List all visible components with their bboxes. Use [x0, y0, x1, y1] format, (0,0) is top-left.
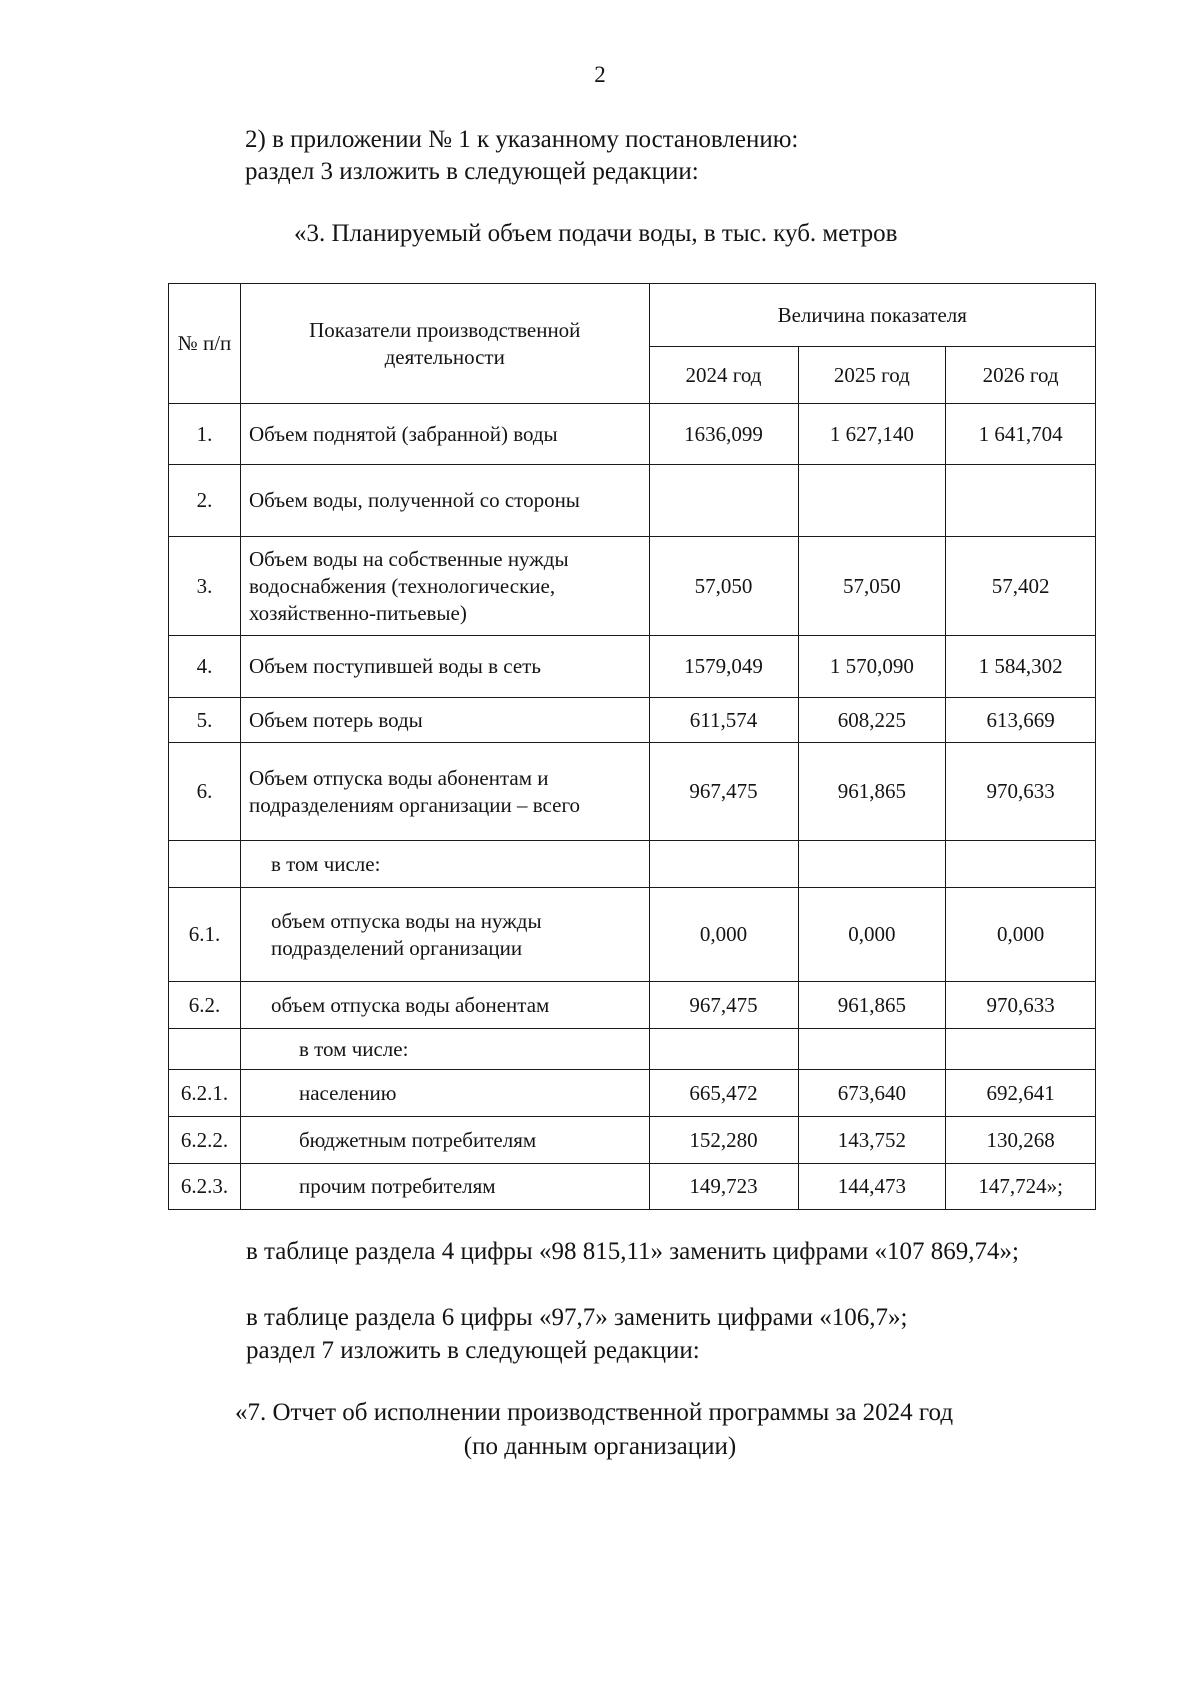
value-2026 — [946, 841, 1096, 888]
value-2025: 57,050 — [798, 537, 946, 636]
row-indicator: бюджетным потребителям — [240, 1117, 649, 1164]
value-2026: 970,633 — [946, 743, 1096, 841]
section-7-title-line-2: (по данным организации) — [463, 1433, 737, 1460]
row-number: 6.2.2. — [169, 1117, 241, 1164]
table-row — [169, 537, 1096, 636]
row-indicator: в том числе: — [240, 841, 649, 888]
value-2024: 665,472 — [649, 1070, 798, 1117]
table-row — [169, 636, 1096, 698]
value-2024: 149,723 — [649, 1164, 798, 1210]
row-number: 6.2.3. — [169, 1164, 241, 1210]
page-number: 2 — [594, 62, 606, 87]
value-2026: 1 584,302 — [946, 636, 1096, 698]
row-number: 3. — [169, 537, 241, 636]
row-number: 5. — [169, 698, 241, 743]
value-2026: 0,000 — [946, 888, 1096, 982]
value-2024: 0,000 — [649, 888, 798, 982]
row-indicator: Объем воды, полученной со стороны — [240, 465, 649, 537]
row-number: 2. — [169, 465, 241, 537]
row-indicator: Объем воды на собственные нужды водоснабжения (технологические, хозяйственно-питьевые) — [240, 537, 649, 636]
value-2025: 143,752 — [798, 1117, 946, 1164]
section-7-title-line-1: «7. Отчет об исполнении производственной программы за 2024 год — [234, 1399, 954, 1426]
table-row — [169, 888, 1096, 982]
value-2026 — [946, 1029, 1096, 1070]
value-2025: 961,865 — [798, 982, 946, 1029]
header-year-2025: 2025 год — [798, 347, 946, 404]
row-number — [169, 1029, 241, 1070]
row-number: 4. — [169, 636, 241, 698]
value-2025: 673,640 — [798, 1070, 946, 1117]
row-indicator: Объем поступившей воды в сеть — [240, 636, 649, 698]
section-3-title: «3. Планируемый объем подачи воды, в тыс. куб. метров — [294, 220, 898, 247]
value-2026: 130,268 — [946, 1117, 1096, 1164]
value-2024: 967,475 — [649, 743, 798, 841]
row-indicator: Объем отпуска воды абонентам и подразделениям организации – всего — [240, 743, 649, 841]
row-indicator: прочим потребителям — [240, 1164, 649, 1210]
row-number: 6.1. — [169, 888, 241, 982]
table-row — [169, 982, 1096, 1029]
header-year-2024: 2024 год — [649, 347, 798, 404]
value-2025: 144,473 — [798, 1164, 946, 1210]
header-year-2026: 2026 год — [946, 347, 1096, 404]
value-2025: 1 627,140 — [798, 404, 946, 465]
paragraph-section-6: в таблице раздела 6 цифры «97,7» заменить цифрами «106,7»; — [246, 1304, 908, 1331]
value-2024: 57,050 — [649, 537, 798, 636]
value-2025 — [798, 841, 946, 888]
value-2024: 967,475 — [649, 982, 798, 1029]
table-row — [169, 743, 1096, 841]
value-2024 — [649, 1029, 798, 1070]
table-row — [169, 1070, 1096, 1117]
paragraph-section-7: раздел 7 изложить в следующей редакции: — [246, 1337, 700, 1364]
row-indicator: Объем потерь воды — [240, 698, 649, 743]
value-2026: 613,669 — [946, 698, 1096, 743]
table-row — [169, 698, 1096, 743]
value-2026: 1 641,704 — [946, 404, 1096, 465]
row-indicator: Объем поднятой (забранной) воды — [240, 404, 649, 465]
value-2024: 1636,099 — [649, 404, 798, 465]
value-2024 — [649, 841, 798, 888]
row-number: 6.2.1. — [169, 1070, 241, 1117]
table-row — [169, 1164, 1096, 1210]
value-2026 — [946, 465, 1096, 537]
value-2024: 1579,049 — [649, 636, 798, 698]
value-2025: 961,865 — [798, 743, 946, 841]
row-indicator: населению — [240, 1070, 649, 1117]
value-2025 — [798, 1029, 946, 1070]
header-value-group: Величина показателя — [649, 284, 1096, 347]
value-2024 — [649, 465, 798, 537]
header-indicator: Показатели производственной деятельности — [240, 284, 649, 404]
value-2025: 1 570,090 — [798, 636, 946, 698]
value-2026: 147,724»; — [946, 1164, 1096, 1210]
table-row — [169, 1117, 1096, 1164]
value-2025: 0,000 — [798, 888, 946, 982]
row-number: 1. — [169, 404, 241, 465]
value-2026: 692,641 — [946, 1070, 1096, 1117]
value-2025 — [798, 465, 946, 537]
row-number: 6. — [169, 743, 241, 841]
value-2025: 608,225 — [798, 698, 946, 743]
header-number: № п/п — [169, 284, 241, 404]
table-row — [169, 404, 1096, 465]
paragraph-section-4: в таблице раздела 4 цифры «98 815,11» заменить цифрами «107 869,74»; — [246, 1238, 1019, 1265]
row-indicator: объем отпуска воды абонентам — [240, 982, 649, 1029]
table-row — [169, 1029, 1096, 1070]
value-2026: 57,402 — [946, 537, 1096, 636]
value-2024: 611,574 — [649, 698, 798, 743]
table-row — [169, 465, 1096, 537]
table-row — [169, 841, 1096, 888]
row-number: 6.2. — [169, 982, 241, 1029]
row-indicator: объем отпуска воды на нужды подразделений организации — [240, 888, 649, 982]
value-2024: 152,280 — [649, 1117, 798, 1164]
water-supply-table — [168, 283, 1096, 1210]
intro-line-2: раздел 3 изложить в следующей редакции: — [245, 158, 699, 185]
value-2026: 970,633 — [946, 982, 1096, 1029]
row-indicator: в том числе: — [240, 1029, 649, 1070]
row-number — [169, 841, 241, 888]
intro-line-1: 2) в приложении № 1 к указанному постановлению: — [245, 126, 799, 153]
